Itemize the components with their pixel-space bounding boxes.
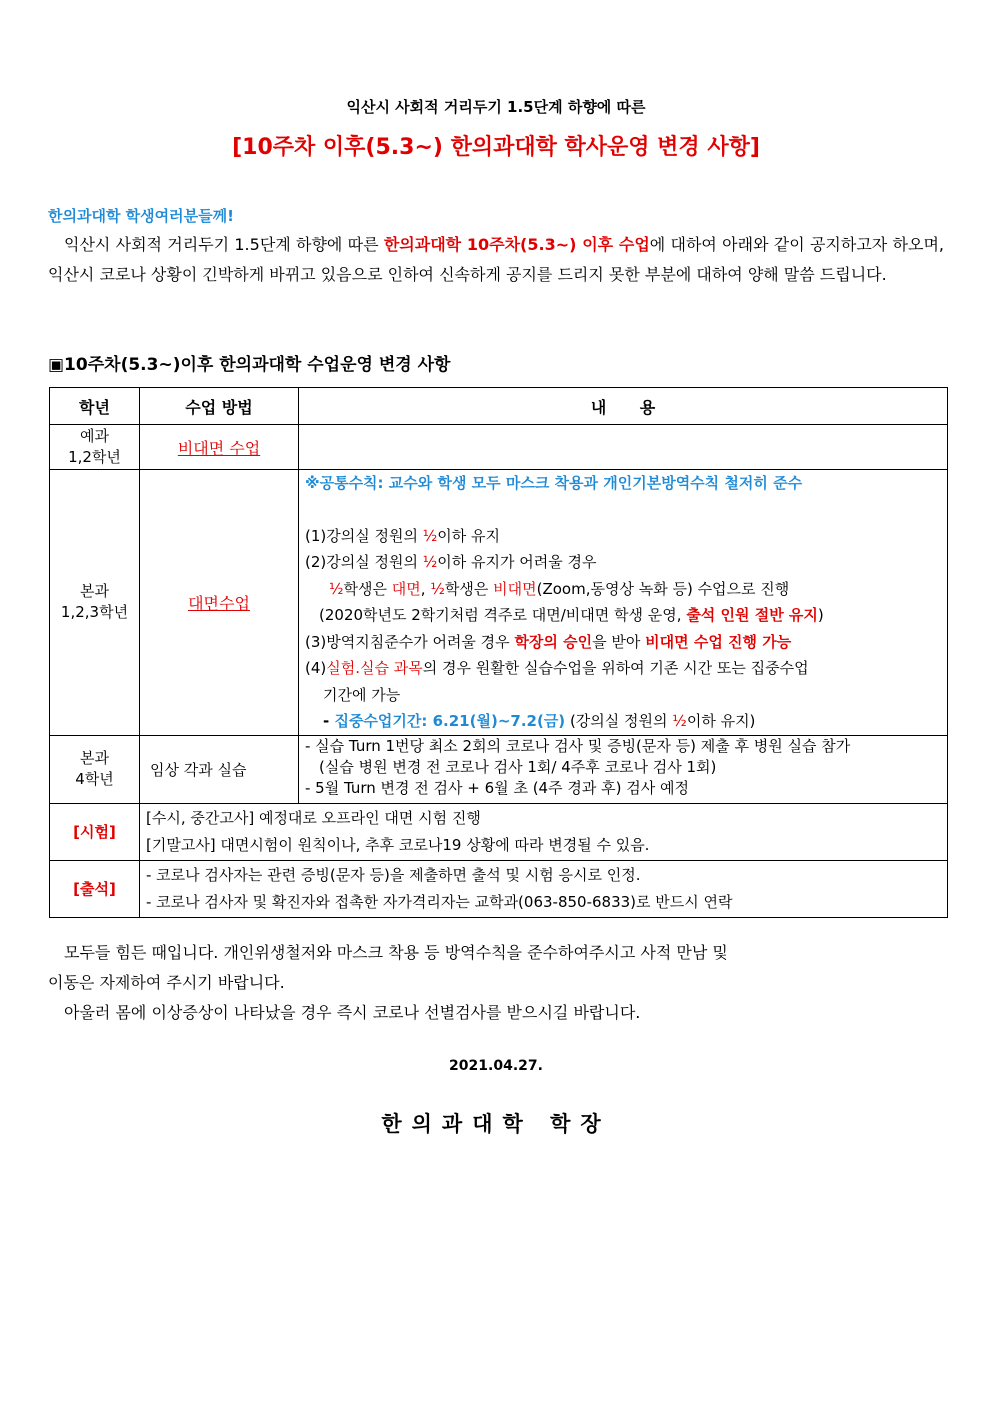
rule-4-c: 의 경우 원활한 실습수업을 위하여 기존 시간 또는 집중수업 (422, 659, 809, 677)
attendance-content (140, 860, 948, 917)
rule-2-b: ½ (422, 553, 438, 571)
exam-label: [시험] (50, 803, 140, 860)
rule-2-d-e: ½ (430, 579, 445, 598)
exam-line-1: [수시, 중간고사] 예정대로 오프라인 대면 시험 진행 (146, 809, 481, 827)
method-main123: 대면수업 (140, 470, 299, 736)
intro-highlight: 한의과대학 10주차(5.3~) 이후 수업 (383, 235, 650, 254)
rule-2-d-d: , (420, 579, 431, 598)
rule-2-d-c: 대면 (391, 579, 421, 598)
rule-2-d-a: ½ (329, 579, 344, 598)
rule-3-d: 비대면 수업 진행 가능 (645, 632, 792, 651)
content-main123 (299, 470, 948, 736)
table-row-attendance (50, 860, 948, 917)
table-row-premed (50, 425, 948, 470)
clinical-line-2: (실습 병원 변경 전 코로나 검사 1회/ 4주후 코로나 검사 1회) (319, 757, 717, 776)
rule-1-a: (1)강의실 정원의 (305, 526, 423, 545)
method-main4: 임상 각과 실습 (140, 735, 299, 803)
attendance-label: [출석] (50, 860, 140, 917)
rule-1-b: ½ (422, 526, 438, 545)
content-main4 (299, 735, 948, 803)
header-content: 내 용 (299, 388, 948, 425)
rule-2-note (305, 602, 941, 629)
rule-3-a: (3)방역지침준수가 어려울 경우 (305, 632, 515, 651)
grade-premed: 예과 1,2학년 (50, 425, 140, 470)
rule-3-c: 을 받아 (592, 632, 646, 651)
closing-paragraph (48, 938, 948, 1028)
document-date: 2021.04.27. (449, 1058, 543, 1074)
rule-4-a: (4) (305, 659, 327, 677)
intensive-dates: 집중수업기간: 6.21(월)~7.2(금) (334, 712, 566, 730)
intensive-dash: - (323, 712, 335, 730)
rule-1-c: 이하 유지 (437, 526, 501, 545)
clinical-line-3: - 5월 Turn 변경 전 검사 + 6월 초 (4주 경과 후) 검사 예정 (305, 778, 689, 797)
rule-2-n-c: ) (817, 606, 824, 624)
rule-2-n-a: (2020학년도 2학기처럼 격주로 대면/비대면 학생 운영, (319, 606, 687, 624)
table-row-main123 (50, 470, 948, 736)
intensive-note-c: 이하 유지) (686, 712, 756, 730)
closing-line-2: 이동은 자제하여 주시기 바랍니다. (48, 973, 285, 992)
common-rules: ※공통수칙: 교수와 학생 모두 마스크 착용과 개인기본방역수칙 철저히 준수 (305, 474, 803, 492)
method-premed: 비대면 수업 (140, 425, 299, 470)
intensive-note-a: (강의실 정원의 (565, 712, 673, 730)
signature: 한의과대학 학장 (381, 1112, 611, 1136)
exam-line-2: [기말고사] 대면시험이 원칙이나, 추후 코로나19 상황에 따라 변경될 수 있음. (146, 835, 650, 854)
header-grade: 학년 (50, 388, 140, 425)
rule-2-c: 이하 유지가 어려울 경우 (437, 553, 597, 571)
rule-2 (305, 549, 941, 576)
grade-main4: 본과 4학년 (50, 735, 140, 803)
rule-2-n-b: 출석 인원 절반 유지 (686, 606, 818, 624)
rule-3-b: 학장의 승인 (514, 632, 593, 651)
document-title: [10주차 이후(5.3~) 한의과대학 학사운영 변경 사항] (232, 135, 760, 160)
table-row-main4 (50, 735, 948, 803)
schedule-table (49, 387, 948, 918)
closing-line-3: 아울러 몸에 이상증상이 나타났을 경우 즉시 코로나 선별검사를 받으시길 바랍니다. (64, 1003, 641, 1022)
clinical-line-1: - 실습 Turn 1번당 최소 2회의 코로나 검사 및 증빙(문자 등) 제출 후 병원 실습 참가 (305, 736, 851, 755)
intensive-note-b: ½ (672, 712, 687, 730)
rule-2-detail (305, 576, 941, 603)
rule-2-d-f: 학생은 (444, 579, 494, 598)
grade-main123: 본과 1,2,3학년 (50, 470, 140, 736)
rule-3 (305, 629, 941, 656)
rule-2-d-g: 비대면 (493, 579, 537, 598)
table-row-exam (50, 803, 948, 860)
intro-text-1: 익산시 사회적 거리두기 1.5단계 하향에 따른 (64, 235, 384, 254)
rule-1 (305, 523, 941, 550)
section-heading: ▣10주차(5.3~)이후 한의과대학 수업운영 변경 사항 (48, 355, 451, 375)
greeting: 한의과대학 학생여러분들께! (48, 207, 234, 225)
content-premed (299, 425, 948, 470)
attendance-line-1: - 코로나 검사자는 관련 증빙(문자 등)을 제출하면 출석 및 시험 응시로 인정. (146, 866, 641, 884)
rule-4-b: 실험.실습 과목 (326, 659, 423, 677)
rule-2-a: (2)강의실 정원의 (305, 553, 423, 571)
intro-text-2: 에 대하여 아래와 같이 공지하고자 하오며, 익산시 코로나 상황이 긴박하게 바뀌고 있음으로 인하여 신속하게 공지를 드리지 못한 부분에 대하여 양해 말씀 드립니다. (48, 235, 944, 284)
header-method: 수업 방법 (140, 388, 299, 425)
rule-2-d-b: 학생은 (343, 579, 392, 598)
intensive-period (305, 708, 941, 735)
intro-paragraph (48, 230, 944, 290)
exam-content (140, 803, 948, 860)
closing-line-1: 모두들 힘든 때입니다. 개인위생철저와 마스크 착용 등 방역수칙을 준수하여주시고 사적 만남 및 (64, 943, 728, 962)
rule-4 (305, 655, 941, 682)
attendance-line-2: - 코로나 검사자 및 확진자와 접촉한 자가격리자는 교학과(063-850-6833)로 반드시 연락 (146, 892, 733, 911)
document-subtitle: 익산시 사회적 거리두기 1.5단계 하향에 따른 (346, 98, 646, 116)
table-header-row (50, 388, 948, 425)
rule-2-d-h: (Zoom,동영상 녹화 등) 수업으로 진행 (536, 579, 790, 598)
rule-4-cont: 기간에 가능 (323, 685, 401, 704)
